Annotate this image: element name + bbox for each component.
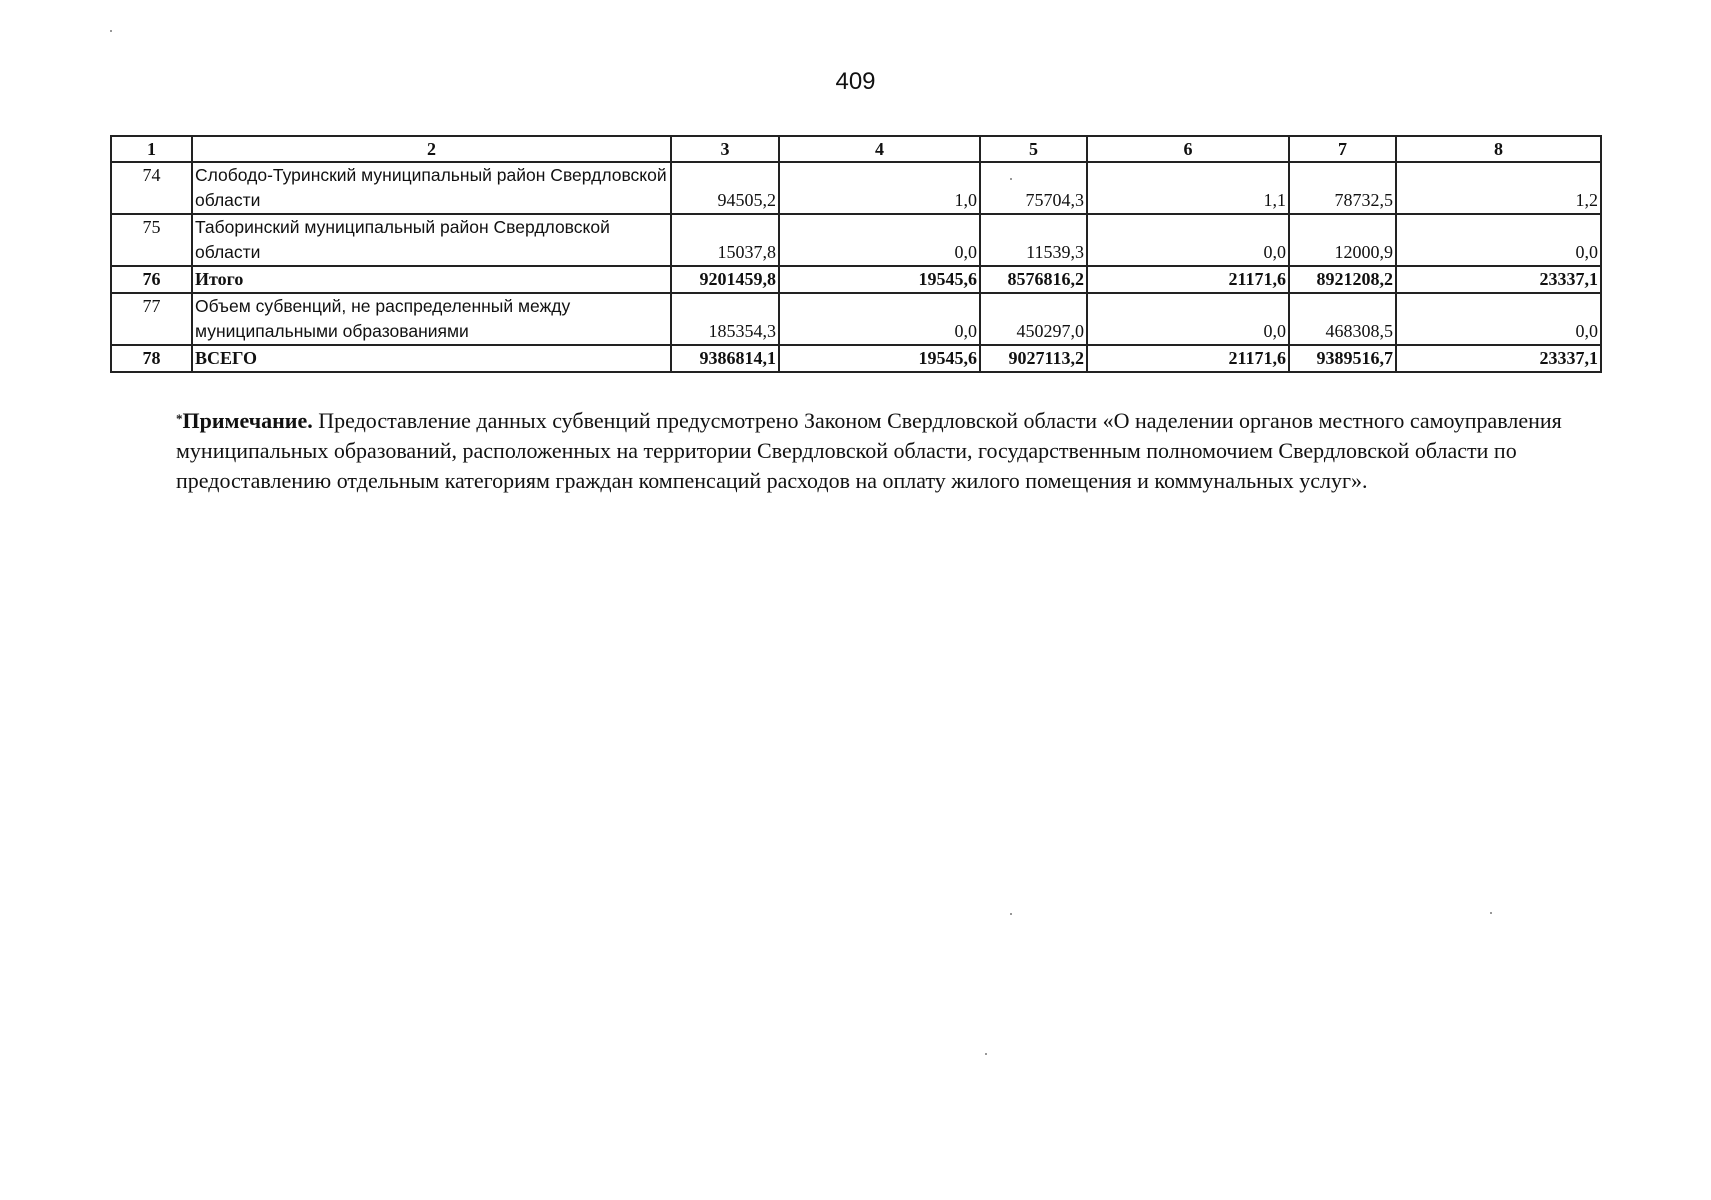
cell-col-8: 1,2 <box>1396 162 1601 214</box>
cell-col-4: 19545,6 <box>779 266 980 293</box>
table-row <box>111 214 1601 266</box>
scan-speck <box>1490 912 1492 914</box>
table-row <box>111 162 1601 214</box>
cell-col-6: 1,1 <box>1087 162 1289 214</box>
cell-col-8: 0,0 <box>1396 214 1601 266</box>
cell-col-6: 21171,6 <box>1087 345 1289 372</box>
row-number: 75 <box>111 214 192 266</box>
grand-total-label: ВСЕГО <box>192 345 671 372</box>
scan-speck <box>1010 178 1012 180</box>
municipality-name: Таборинский муниципальный район Свердловской области <box>192 214 671 266</box>
cell-col-3: 15037,8 <box>671 214 779 266</box>
col-header-3: 3 <box>671 136 779 162</box>
cell-col-4: 0,0 <box>779 214 980 266</box>
municipality-name: Слободо-Туринский муниципальный район Свердловской области <box>192 162 671 214</box>
cell-col-7: 12000,9 <box>1289 214 1396 266</box>
col-header-1: 1 <box>111 136 192 162</box>
col-header-7: 7 <box>1289 136 1396 162</box>
cell-col-7: 8921208,2 <box>1289 266 1396 293</box>
footnote <box>114 406 1604 496</box>
cell-col-4: 1,0 <box>779 162 980 214</box>
cell-col-3: 94505,2 <box>671 162 779 214</box>
cell-col-8: 23337,1 <box>1396 345 1601 372</box>
municipality-name: Объем субвенций, не распределенный между муниципальными образованиями <box>192 293 671 345</box>
cell-col-8: 0,0 <box>1396 293 1601 345</box>
subtotal-row <box>111 266 1601 293</box>
footnote-label: Примечание. <box>182 408 313 433</box>
cell-col-5: 8576816,2 <box>980 266 1087 293</box>
cell-col-5: 75704,3 <box>980 162 1087 214</box>
page-number: 409 <box>835 68 876 95</box>
scan-speck <box>110 30 112 32</box>
col-header-8: 8 <box>1396 136 1601 162</box>
cell-col-4: 19545,6 <box>779 345 980 372</box>
header-row <box>111 136 1601 162</box>
table-row <box>111 293 1601 345</box>
row-number: 78 <box>111 345 192 372</box>
cell-col-5: 450297,0 <box>980 293 1087 345</box>
subtotal-label: Итого <box>192 266 671 293</box>
cell-col-7: 9389516,7 <box>1289 345 1396 372</box>
col-header-2: 2 <box>192 136 671 162</box>
row-number: 76 <box>111 266 192 293</box>
footnote-text: Предоставление данных субвенций предусмотрено Законом Свердловской области «О наделении органов местного самоуправления муниципальных образований, расположенных на территории Свердловской области, государственным полномочием Свердловской области по предоставлению отдельным категориям граждан компенсаций расходов на оплату жилого помещения и коммунальных услуг». <box>176 408 1562 493</box>
subvention-table <box>110 135 1602 373</box>
cell-col-5: 9027113,2 <box>980 345 1087 372</box>
cell-col-6: 0,0 <box>1087 214 1289 266</box>
cell-col-3: 9201459,8 <box>671 266 779 293</box>
grand-total-row <box>111 345 1601 372</box>
row-number: 74 <box>111 162 192 214</box>
col-header-6: 6 <box>1087 136 1289 162</box>
col-header-4: 4 <box>779 136 980 162</box>
row-number: 77 <box>111 293 192 345</box>
cell-col-6: 21171,6 <box>1087 266 1289 293</box>
cell-col-4: 0,0 <box>779 293 980 345</box>
scan-speck <box>985 1053 987 1055</box>
footnote-marker: * <box>176 411 183 426</box>
cell-col-3: 9386814,1 <box>671 345 779 372</box>
scan-speck <box>1010 913 1012 915</box>
col-header-5: 5 <box>980 136 1087 162</box>
cell-col-3: 185354,3 <box>671 293 779 345</box>
cell-col-5: 11539,3 <box>980 214 1087 266</box>
cell-col-8: 23337,1 <box>1396 266 1601 293</box>
cell-col-6: 0,0 <box>1087 293 1289 345</box>
cell-col-7: 468308,5 <box>1289 293 1396 345</box>
cell-col-7: 78732,5 <box>1289 162 1396 214</box>
